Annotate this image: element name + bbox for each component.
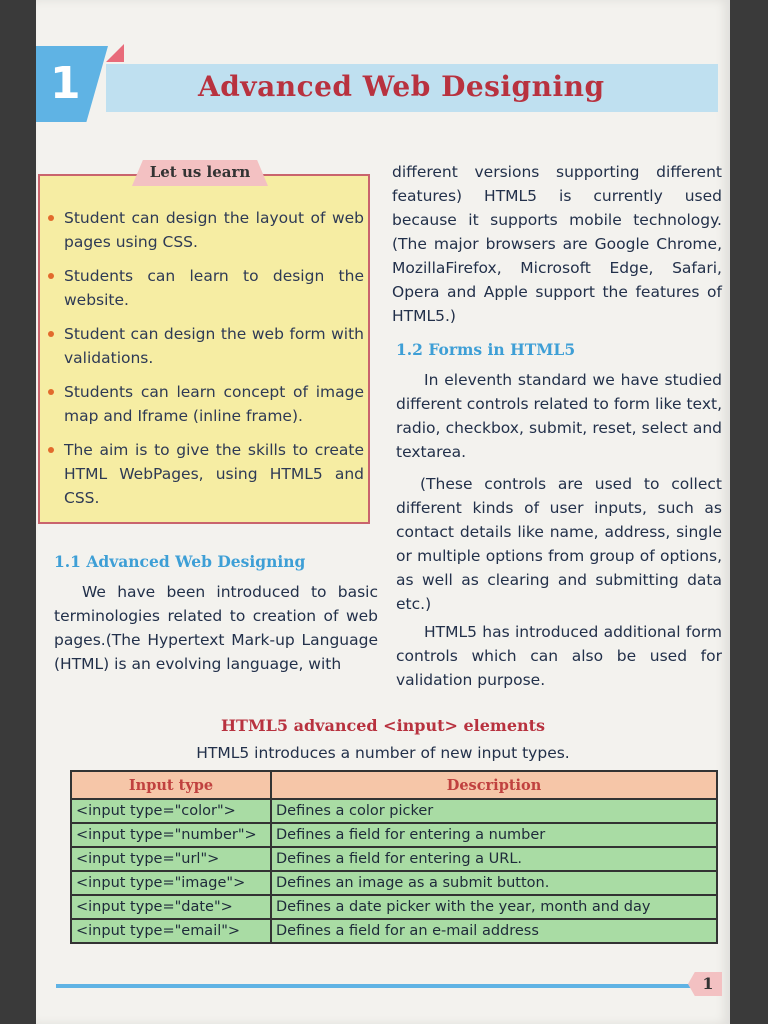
textbook-page (36, 0, 730, 1024)
description-cell: Defines a color picker (271, 799, 717, 823)
table-row (71, 871, 717, 895)
bullet-icon (48, 215, 54, 221)
right-column-paragraph-1: different versions supporting different features) HTML5 is currently used because it supports mobile technology. (The major browsers are Google Chrome, MozillaFirefox, Microsoft Edge, Safari, Opera and Apple support the features of HTML5.) (392, 163, 722, 325)
chapter-title: Advanced Web Designing (198, 70, 605, 103)
bullet-icon (48, 273, 54, 279)
list-item: Student can design the layout of web pages using CSS. (42, 206, 364, 254)
footer-divider (56, 984, 696, 988)
description-cell: Defines an image as a submit button. (271, 871, 717, 895)
bullet-icon (48, 447, 54, 453)
page-number: 1 (702, 974, 714, 993)
table-title: HTML5 advanced <input> elements (220, 716, 546, 735)
input-type-cell: <input type="color"> (71, 799, 271, 823)
bullet-icon (48, 389, 54, 395)
right-column-paragraph-3: (These controls are used to collect different kinds of user inputs, such as contact details like name, address, single or multiple options from group of options, as well as clearing and submitting data etc.) (396, 475, 722, 613)
list-item: Students can learn concept of image map and Iframe (inline frame). (42, 380, 364, 428)
section-1-1-paragraph: We have been introduced to basic terminologies related to creation of web pages.(The Hypertext Mark-up Language (HTML) is an evolving language, with (54, 583, 378, 673)
input-type-cell: <input type="image"> (71, 871, 271, 895)
table-row (71, 895, 717, 919)
description-cell: Defines a field for entering a URL. (271, 847, 717, 871)
description-cell: Defines a date picker with the year, month and day (271, 895, 717, 919)
column-header-input-type: Input type (71, 771, 271, 799)
table-header-row (71, 771, 717, 799)
description-cell: Defines a field for an e-mail address (271, 919, 717, 943)
learning-objectives-list (42, 206, 364, 520)
description-cell: Defines a field for entering a number (271, 823, 717, 847)
input-type-cell: <input type="email"> (71, 919, 271, 943)
input-type-cell: <input type="date"> (71, 895, 271, 919)
list-item: The aim is to give the skills to create HTML WebPages, using HTML5 and CSS. (42, 438, 364, 510)
table-row (71, 847, 717, 871)
input-type-cell: <input type="number"> (71, 823, 271, 847)
section-heading-1-2: 1.2 Forms in HTML5 (396, 340, 576, 359)
input-type-cell: <input type="url"> (71, 847, 271, 871)
let-us-learn-heading: Let us learn (149, 163, 251, 181)
table-row (71, 919, 717, 943)
input-types-table (70, 770, 718, 944)
table-row (71, 823, 717, 847)
column-header-description: Description (271, 771, 717, 799)
bullet-icon (48, 331, 54, 337)
right-column-paragraph-4: HTML5 has introduced additional form controls which can also be used for validation purpose. (396, 623, 722, 689)
right-column-paragraph-2: In eleventh standard we have studied different controls related to form like text, radio, checkbox, submit, reset, select and textarea. (396, 371, 722, 461)
list-item: Students can learn to design the website. (42, 264, 364, 312)
table-subtitle: HTML5 introduces a number of new input types. (196, 744, 570, 762)
table-row (71, 799, 717, 823)
section-heading-1-1: 1.1 Advanced Web Designing (54, 552, 306, 571)
chapter-number: 1 (50, 58, 81, 109)
list-item: Student can design the web form with validations. (42, 322, 364, 370)
chapter-corner-decoration (106, 44, 124, 62)
